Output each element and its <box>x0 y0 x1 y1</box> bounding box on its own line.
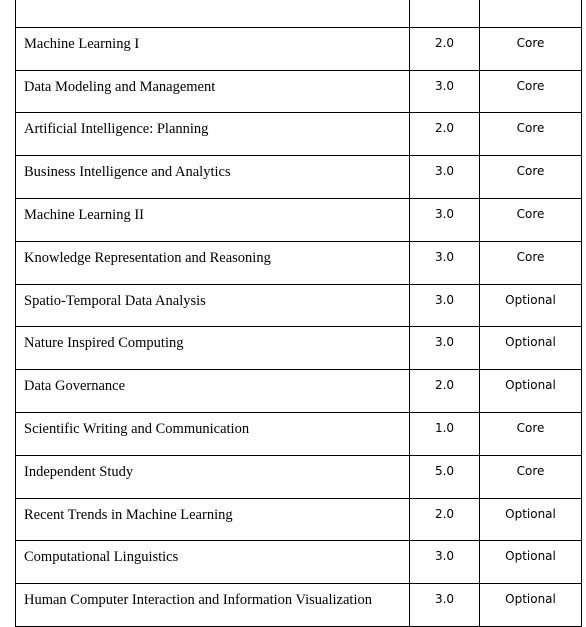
course-type-cell: Optional <box>480 370 582 413</box>
credits-cell: 3.0 <box>410 70 480 113</box>
course-name-cell: Human Computer Interaction and Information Visualization <box>16 584 410 627</box>
course-type-cell: Core <box>480 27 582 70</box>
table-row <box>16 455 582 498</box>
credits-cell: 1.0 <box>410 412 480 455</box>
course-type-cell <box>480 0 582 27</box>
course-type-cell: Optional <box>480 584 582 627</box>
course-type-cell: Core <box>480 156 582 199</box>
course-type-cell: Core <box>480 241 582 284</box>
course-name-cell: Machine Learning II <box>16 198 410 241</box>
credits-cell: 3.0 <box>410 541 480 584</box>
table-row <box>16 0 582 27</box>
course-name-cell: Independent Study <box>16 455 410 498</box>
credits-cell: 2.0 <box>410 498 480 541</box>
course-name-cell: Business Intelligence and Analytics <box>16 156 410 199</box>
credits-cell: 2.0 <box>410 370 480 413</box>
course-type-cell: Optional <box>480 284 582 327</box>
table-row <box>16 70 582 113</box>
table-row <box>16 156 582 199</box>
table-row <box>16 327 582 370</box>
credits-cell: 2.0 <box>410 27 480 70</box>
course-type-cell: Optional <box>480 498 582 541</box>
course-type-cell: Core <box>480 412 582 455</box>
table-row <box>16 241 582 284</box>
table-row <box>16 113 582 156</box>
table-row <box>16 370 582 413</box>
credits-cell: 2.0 <box>410 113 480 156</box>
credits-cell: 3.0 <box>410 156 480 199</box>
table-row <box>16 27 582 70</box>
table-row <box>16 584 582 627</box>
table-row <box>16 541 582 584</box>
course-name-cell: Nature Inspired Computing <box>16 327 410 370</box>
course-name-cell: Knowledge Representation and Reasoning <box>16 241 410 284</box>
credits-cell: 3.0 <box>410 327 480 370</box>
course-name-cell: Spatio-Temporal Data Analysis <box>16 284 410 327</box>
table-row <box>16 284 582 327</box>
course-name-cell: Data Governance <box>16 370 410 413</box>
course-name-cell: Recent Trends in Machine Learning <box>16 498 410 541</box>
course-type-cell: Core <box>480 455 582 498</box>
course-type-cell: Optional <box>480 541 582 584</box>
credits-cell: 3.0 <box>410 198 480 241</box>
course-type-cell: Core <box>480 70 582 113</box>
credits-cell <box>410 0 480 27</box>
course-name-cell: Machine Learning I <box>16 27 410 70</box>
course-type-cell: Core <box>480 113 582 156</box>
credits-cell: 5.0 <box>410 455 480 498</box>
table-row <box>16 412 582 455</box>
course-type-cell: Optional <box>480 327 582 370</box>
credits-cell: 3.0 <box>410 241 480 284</box>
course-name-cell: Data Modeling and Management <box>16 70 410 113</box>
credits-cell: 3.0 <box>410 284 480 327</box>
course-table <box>15 0 582 627</box>
course-type-cell: Core <box>480 198 582 241</box>
credits-cell: 3.0 <box>410 584 480 627</box>
course-name-cell: Artificial Intelligence: Planning <box>16 113 410 156</box>
table-row <box>16 498 582 541</box>
course-name-cell <box>16 0 410 27</box>
course-name-cell: Computational Linguistics <box>16 541 410 584</box>
course-name-cell: Scientific Writing and Communication <box>16 412 410 455</box>
table-row <box>16 198 582 241</box>
